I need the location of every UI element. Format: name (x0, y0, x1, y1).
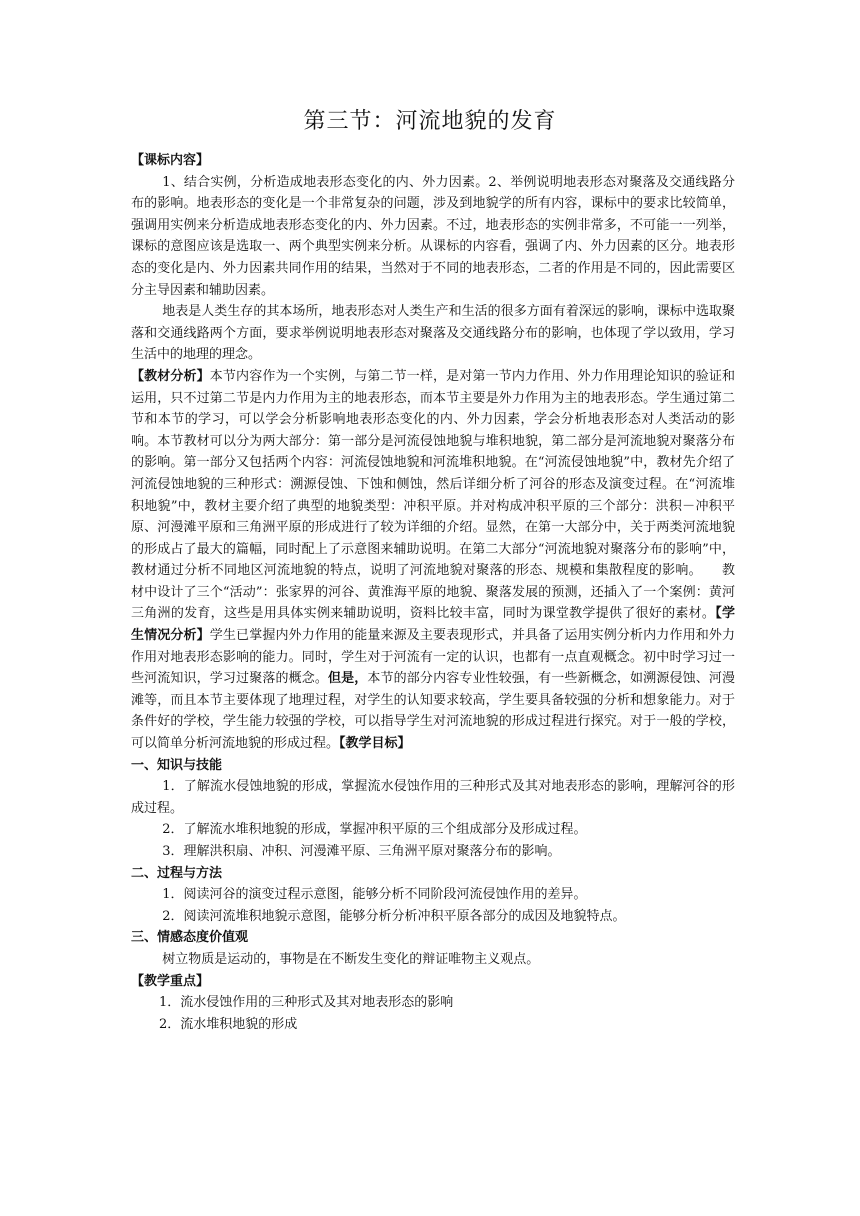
student-analysis-bold: 但是， (328, 671, 368, 687)
textbook-analysis-text: 本节内容作为一个实例，与第二节一样，是对第一节内力作用、外力作用理论知识的验证和运用，只不过第二节是内力作用为主的地表形态，而本节主要是外力作用为主的地表形态。学生通过第二节和本节的学习，可以学会分析影响地表形态变化的内、外力因素，学会分析地表形态对人类活动的影响。本节教材可以分为两大部分：第一部分是河流侵蚀地貌与堆积地貌，第二部分是河流地貌对聚落分布的影响。第一部分又包括两个内容：河流侵蚀地貌和河流堆积地貌。在“河流侵蚀地貌”中，教材先介绍了河流侵蚀地貌的三种形式：溯源侵蚀、下蚀和侧蚀，然后详细分析了河谷的形态及演变过程。在“河流堆积地貌”中，教材主要介绍了典型的地貌类型：冲积平原。并对构成冲积平原的三个部分：洪积－冲积平原、河漫滩平原和三角洲平原的形成进行了较为详细的介绍。显然，在第一大部分中，关于两类河流地貌的形成占了最大的篇幅，同时配上了示意图来辅助说明。在第二大部分“河流地貌对聚落分布的影响”中，教材通过分析不同地区河流地貌的特点，说明了河流地貌对聚落的形态、规模和集散程度的影响。 教材中设计了三个“活动”：张家界的河谷、黄淮海平原的地貌、聚落发展的预测，还插入了一个案例：黄河三角洲的发育，这些是用具体实例来辅助说明，资料比较丰富，同时为课堂教学提供了很好的素材。 (131, 368, 735, 622)
key-point-2: 2．流水堆积地貌的形成 (159, 1016, 298, 1032)
paragraph-curriculum-2: 地表是人类生存的其本场所，地表形态对人类生产和生活的很多方面有着深远的影响，课标中选取聚落和交通线路两个方面，要求举例说明地表形态对聚落及交通线路分布的影响，也体现了学以致用，学习生活中的地理的理念。 (131, 304, 735, 363)
key-point-1: 1．流水侵蚀作用的三种形式及其对地表形态的影响 (159, 995, 454, 1011)
objective-group-process: 二、过程与方法 (131, 865, 223, 881)
objective-process-2: 2．阅读河流堆积地貌示意图，能够分析分析冲积平原各部分的成因及地貌特点。 (162, 908, 626, 924)
student-analysis-text-a: 学生已掌握内外力作用的能量来源及主要表现形式，并具备了运用实例分析内力作用和外力作用对地表形态影响的能力。同时，学生对于河流有一定的认识，也都有一点直观概念。初中时学习过一些河流知识，学习过聚落的概念。 (131, 628, 735, 687)
section-heading-students: 【学生情况分析】 (131, 606, 735, 644)
student-analysis-text-b: 本节的部分内容专业性较强，有一些新概念，如溯源侵蚀、河漫滩等，而且本节主要体现了地理过程，对学生的认知要求较高，学生要具备较强的分析和想象能力。对于条件好的学校，学生能力较强的学校，可以指导学生对河流地貌的形成过程进行探究。对于一般的学校，可以简单分析河流地貌的形成过程。 (131, 671, 735, 752)
section-heading-objectives: 【教学目标】 (339, 736, 411, 752)
section-heading-curriculum: 【课标内容】 (131, 153, 210, 168)
objective-knowledge-2: 2．了解流水堆积地貌的形成，掌握冲积平原的三个组成部分及形成过程。 (162, 822, 587, 838)
section-heading-textbook: 【教材分析】 (131, 368, 210, 384)
objective-group-attitude: 三、情感态度价值观 (131, 930, 249, 946)
document-body (131, 150, 735, 1035)
objective-process-1: 1．阅读河谷的演变过程示意图，能够分析不同阶段河流侵蚀作用的差异。 (162, 887, 587, 903)
objective-knowledge-3: 3．理解洪积扇、冲积、河漫滩平原、三角洲平原对聚落分布的影响。 (162, 844, 561, 859)
page-title: 第三节：河流地貌的发育 (303, 109, 557, 134)
paragraph-textbook-analysis (131, 366, 735, 755)
paragraph-curriculum-1: 1、结合实例，分析造成地表形态变化的内、外力因素。2、举例说明地表形态对聚落及交通线路分布的影响。地表形态的变化是一个非常复杂的问题，涉及到地貌学的所有内容，课标中的要求比较简单，强调用实例来分析造成地表形态变化的内、外力因素。不过，地表形态的实例非常多，不可能一一列举，课标的意图应该是选取一、两个典型实例来分析。从课标的内容看，强调了内、外力因素的区分。地表形态的变化是内、外力因素共同作用的结果，当然对于不同的地表形态，二者的作用是不同的，因此需要区分主导因素和辅助因素。 (131, 174, 735, 298)
objective-group-knowledge: 一、知识与技能 (131, 757, 223, 773)
objective-knowledge-1: 1．了解流水侵蚀地貌的形成，掌握流水侵蚀作用的三种形式及其对地表形态的影响，理解河谷的形成过程。 (131, 779, 735, 816)
objective-attitude-1: 树立物质是运动的，事物是在不断发生变化的辩证唯物主义观点。 (162, 951, 540, 967)
section-heading-key-points: 【教学重点】 (131, 973, 210, 989)
